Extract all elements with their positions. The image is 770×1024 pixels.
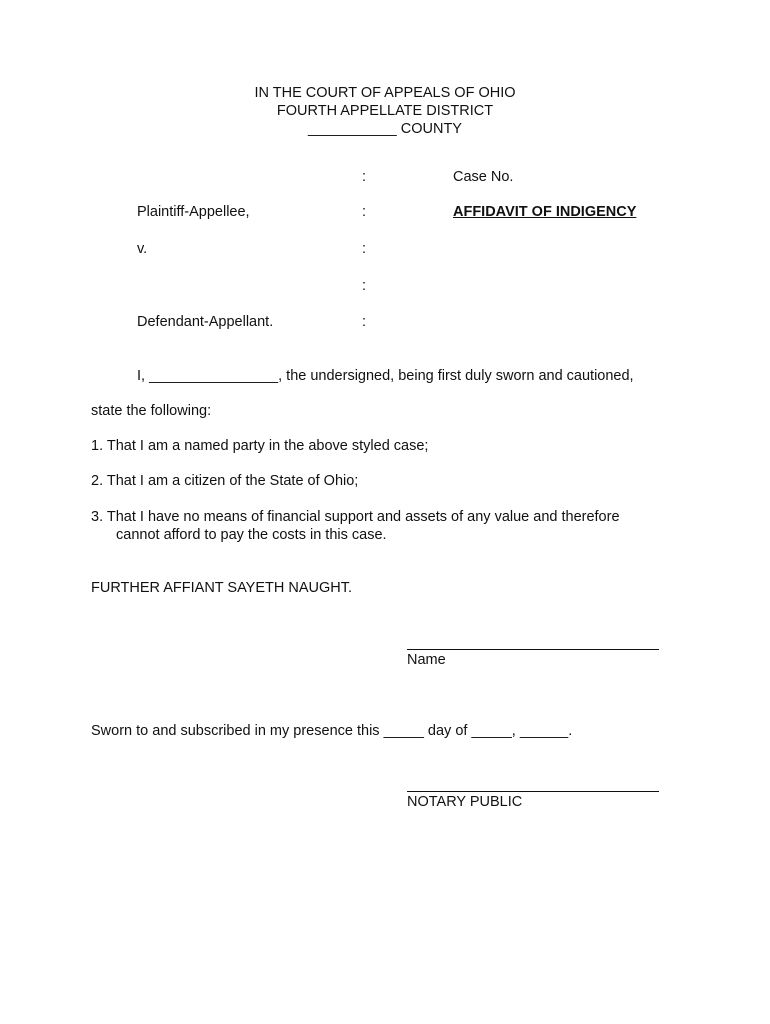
notary-signature-line: [407, 791, 659, 792]
caption-colon-3: :: [362, 241, 367, 257]
document-title: AFFIDAVIT OF INDIGENCY: [453, 204, 637, 220]
notary-public-label: NOTARY PUBLIC: [407, 794, 523, 810]
name-label: Name: [407, 652, 446, 668]
plaintiff-label: Plaintiff-Appellee,: [137, 204, 250, 220]
statement-item-2: 2. That I am a citizen of the State of Ohio;: [91, 473, 359, 489]
district-name: FOURTH APPELLATE DISTRICT: [276, 103, 494, 119]
affiant-intro-continued: state the following:: [91, 403, 212, 419]
closing-statement: FURTHER AFFIANT SAYETH NAUGHT.: [91, 580, 353, 596]
affiant-intro: I, ________________, the undersigned, being first duly sworn and cautioned,: [137, 368, 634, 384]
statement-item-3: 3. That I have no means of financial support and assets of any value and therefore: [91, 509, 620, 525]
county-line: ___________ COUNTY: [308, 121, 462, 137]
statement-item-1: 1. That I am a named party in the above styled case;: [91, 438, 429, 454]
sworn-statement: Sworn to and subscribed in my presence this _____ day of _____, ______.: [91, 723, 573, 739]
caption-colon-5: :: [362, 314, 367, 330]
caption-colon-4: :: [362, 278, 367, 294]
versus-label: v.: [137, 241, 148, 257]
name-signature-line: [407, 649, 659, 650]
caption-colon-2: :: [362, 204, 367, 220]
court-name: IN THE COURT OF APPEALS OF OHIO: [254, 85, 516, 101]
statement-item-3-continued: cannot afford to pay the costs in this case.: [116, 527, 387, 543]
caption-colon-1: :: [362, 169, 367, 185]
case-number-label: Case No.: [453, 169, 514, 185]
defendant-label: Defendant-Appellant.: [137, 314, 274, 330]
